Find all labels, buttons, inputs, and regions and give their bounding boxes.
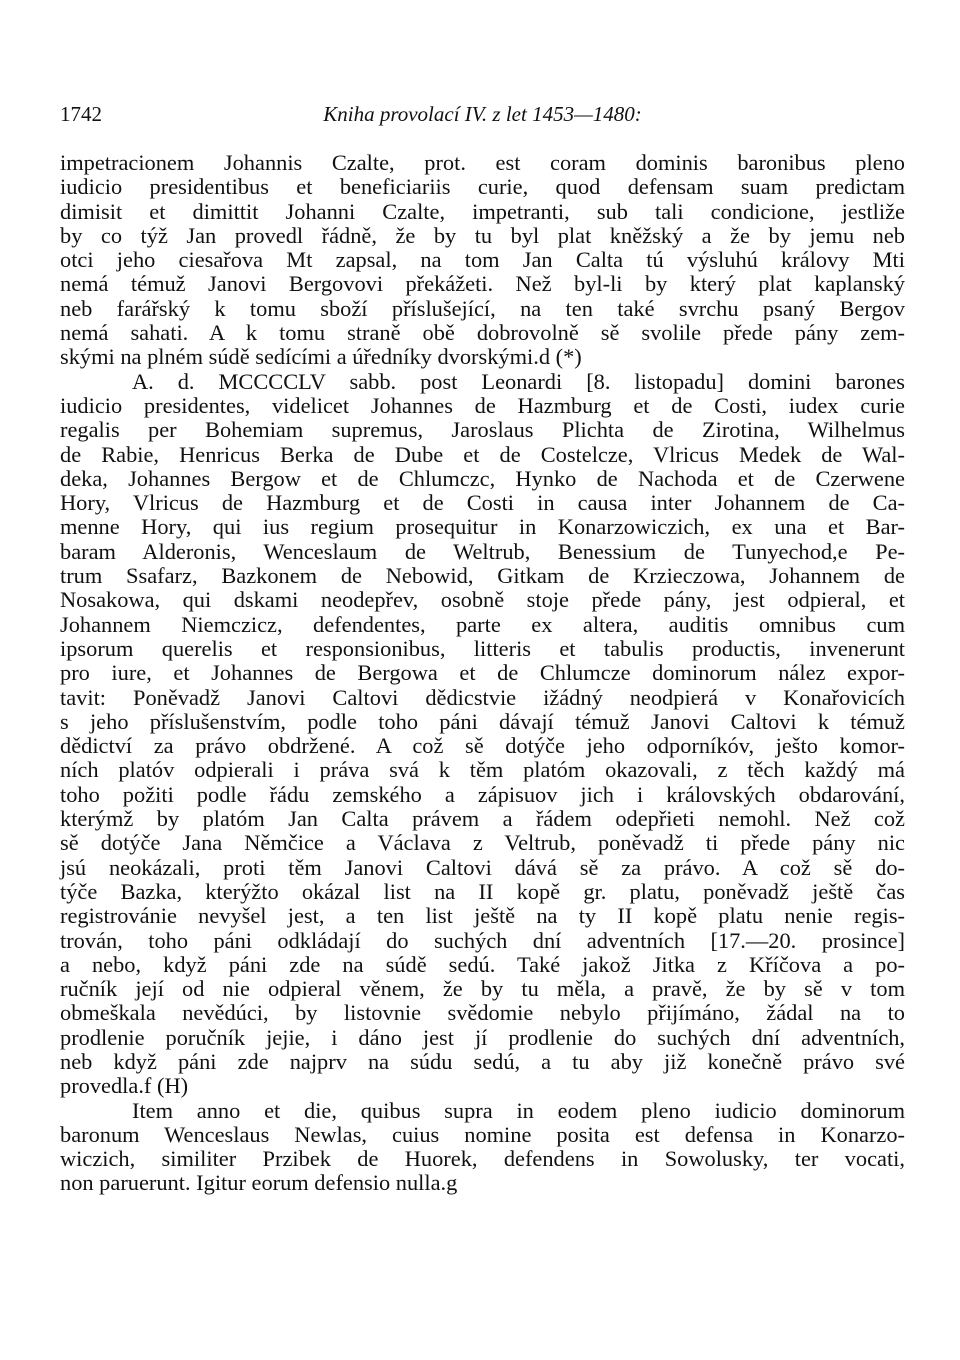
text-line: menne Hory, qui ius regium prosequitur in Konarzowiczich, ex una et Bar- xyxy=(60,514,905,540)
page-header xyxy=(60,102,905,132)
text-line: nemá sahati. A k tomu straně obě dobrovolně sě svolile přede pány zem- xyxy=(60,320,905,346)
text-line: trován, toho páni odkládají do suchých dní adventních [17.—20. prosince] xyxy=(60,927,905,953)
text-line: baronum Wenceslaus Newlas, cuius nomine posita est defensa in Konarzo- xyxy=(60,1121,905,1147)
text-line: Johannem Niemczicz, defendentes, parte ex altera, auditis omnibus cum xyxy=(60,611,905,637)
text-line: non paruerunt. Igitur eorum defensio nulla.g xyxy=(60,1170,458,1196)
text-line: Nosakowa, qui dskami neodepřev, osobně stoje přede pány, jest odpieral, et xyxy=(60,587,905,613)
text-line: neb když páni zde najprv na súdu sedú, a tu aby již konečně právo své xyxy=(60,1048,905,1074)
text-line: pro iure, et Johannes de Bergowa et de Chlumcze dominorum nález expor- xyxy=(60,660,905,686)
text-line: baram Alderonis, Wenceslaum de Weltrub, Benessium de Tunyechod,e Pe- xyxy=(60,538,905,564)
text-line: otci jeho ciesařova Mt zapsal, na tom Jan Calta tú výsluhú královy Mti xyxy=(60,247,905,273)
text-line: nemá témuž Janovi Bergovovi překážeti. Než byl-li by který plat kaplanský xyxy=(60,271,905,297)
body-text xyxy=(60,151,905,1196)
text-line: impetracionem Johannis Czalte, prot. est coram dominis baronibus pleno xyxy=(60,150,905,175)
text-line: regalis per Bohemiam supremus, Jaroslaus Plichta de Zirotina, Wilhelmus xyxy=(60,417,905,443)
text-line: s jeho příslušenstvím, podle toho páni dávají témuž Janovi Caltovi k témuž xyxy=(60,708,905,734)
text-line: trum Ssafarz, Bazkonem de Nebowid, Gitkam de Krzieczowa, Johannem de xyxy=(60,563,905,589)
text-line: jsú neokázali, proti těm Janovi Caltovi dává sě za právo. A což sě do- xyxy=(60,854,905,880)
text-line: wiczich, similiter Przibek de Huorek, defendens in Sowolusky, ter vocati, xyxy=(60,1146,905,1172)
text-line: obmeškala nevědúci, by listovnie svědomie nebylo přijímáno, žádal na to xyxy=(60,1000,905,1026)
text-line: prodlenie poručník jejie, i dáno jest jí prodlenie do suchých dní adventních, xyxy=(60,1024,905,1050)
text-line: de Rabie, Henricus Berka de Dube et de Costelcze, Vlricus Medek de Wal- xyxy=(60,441,905,467)
text-line: skými na plném súdě sedícími a úředníky dvorskými.d (*) xyxy=(60,344,582,370)
text-line: deka, Johannes Bergow et de Chlumczc, Hynko de Nachoda et de Czerwene xyxy=(60,465,905,491)
text-line: iudicio presidentibus et beneficiariis curie, quod defensam suam predictam xyxy=(60,174,905,200)
text-line: A. d. MCCCCLV sabb. post Leonardi [8. listopadu] domini barones xyxy=(132,368,905,394)
text-line: tavit: Poněvadž Janovi Caltovi dědicstvie ižádný neodpierá v Konařovicích xyxy=(60,684,905,710)
text-line: toho požiti podle řádu zemského a zápisuov jich i královských obdarování, xyxy=(60,781,905,807)
text-line: ních platóv odpierali i práva svá k těm platóm okazovali, z těch každý má xyxy=(60,757,905,783)
text-line: registrovánie nevyšel jest, a ten list ještě na ty II kopě platu nenie regis- xyxy=(60,903,905,929)
text-line: dědictví za právo obdržené. A což sě dotýče jeho odporníkóv, ješto komor- xyxy=(60,733,905,759)
text-line: iudicio presidentes, videlicet Johannes de Hazmburg et de Costi, iudex curie xyxy=(60,392,905,418)
text-line: by co týž Jan provedl řádně, že by tu byl plat kněžský a že by jemu neb xyxy=(60,222,905,248)
text-line: ipsorum querelis et responsionibus, litteris et tabulis productis, invenerunt xyxy=(60,635,905,661)
text-line: neb farářský k tomu sboží příslušející, na ten také svrchu psaný Bergov xyxy=(60,295,905,321)
page-number: 1742 xyxy=(60,102,102,126)
text-line: Hory, Vlricus de Hazmburg et de Costi in causa inter Johannem de Ca- xyxy=(60,490,905,516)
text-line: ručník její od nie odpieral věnem, že by tu měla, a pravě, že by sě v tom xyxy=(60,976,905,1002)
text-line: Item anno et die, quibus supra in eodem pleno iudicio dominorum xyxy=(132,1097,905,1123)
text-line: provedla.f (H) xyxy=(60,1073,189,1099)
text-line: kterýmž by platóm Jan Calta právem a řádem odepřieti nemohl. Než což xyxy=(60,806,905,832)
text-line: a nebo, když páni zde na súdě sedú. Také jakož Jitka z Kříčova a po- xyxy=(60,951,905,977)
running-title: Kniha provolací IV. z let 1453—1480: xyxy=(323,102,642,126)
text-line: dimisit et dimittit Johanni Czalte, impetranti, sub tali condicione, jestliže xyxy=(60,198,905,224)
text-line: sě dotýče Jana Němčice a Václava z Veltrub, poněvadž ti přede pány nic xyxy=(60,830,905,856)
text-line: týče Bazka, kterýžto okázal list na II kopě gr. platu, poněvadž ještě čas xyxy=(60,878,905,904)
